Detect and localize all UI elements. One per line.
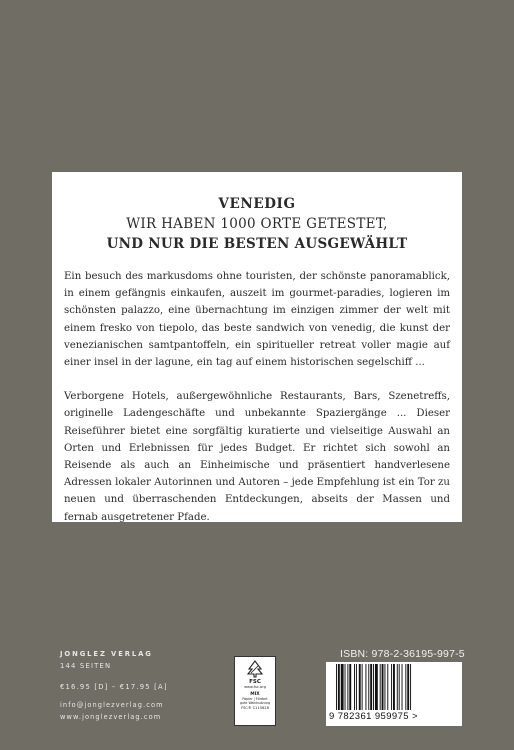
barcode-bar (384, 664, 385, 710)
book-title: VENEDIG (218, 196, 296, 212)
barcode-bar (347, 664, 348, 710)
barcode-bar (375, 664, 378, 710)
barcode-bar (345, 664, 346, 710)
fsc-description-1: Papier | Fördert (242, 697, 268, 701)
tagline-line-2: UND NUR DIE BESTEN AUSGEWÄHLT (106, 236, 408, 252)
blurb-paragraph-2: Verborgene Hotels, außergewöhnliche Restaurants, Bars, Szenetreffs, originelle Ladengeschäfte und unbekannte Spaziergänge ... Dieser Reiseführer bietet eine sorgfältig kuratierte und vielseitige Auswahl an Orten und Erlebnissen für jedes Budget. Er richtet sich sowohl an Reisende als auch an Einheimische und präsentiert handverlesene Adressen lokaler Autorinnen und Autoren – jede Empfehlung ist ein Tor zu neuen und überraschenden Entdeckungen, abseits der Massen und fernab ausgetretener Pfade. (64, 391, 450, 523)
fsc-mix: MIX (250, 692, 260, 697)
barcode-bar (397, 664, 398, 710)
barcode-bar (359, 664, 361, 710)
price: €16.95 [D] – €17.95 [A] (60, 683, 168, 691)
barcode-bar (410, 664, 411, 710)
barcode-bar (382, 664, 384, 710)
barcode-bar (336, 664, 337, 710)
page-count: 144 SEITEN (60, 662, 112, 670)
fsc-label (234, 656, 276, 726)
fsc-code: FSC® C115628 (241, 706, 269, 710)
barcode-bar (399, 664, 400, 710)
barcode-bar (362, 664, 363, 710)
fsc-website: www.fsc.org (244, 685, 266, 689)
barcode-bar (365, 664, 366, 710)
publisher-name: JONGLEZ VERLAG (60, 650, 153, 658)
fsc-tree-icon (245, 660, 265, 678)
barcode-bar (387, 664, 388, 710)
blurb-paragraph-1: Ein besuch des markusdoms ohne touristen, der schönste panoramablick, in einem gefängnis einkaufen, auszeit im gourmet-paradies, logieren im schönsten palazzo, eine übernachtung im einzigen zimmer der welt mit einem fresko von tiepolo, das beste sandwich von venedig, die kunst der venezianischen samtpantoffeln, ein spiritueller retreat voller magie auf einer insel in der lagune, ein tag auf einem historischen segelschiff ... (64, 271, 450, 369)
isbn-barcode (326, 662, 462, 726)
contact-info (60, 699, 164, 723)
fsc-description-2: gute Waldnutzung (239, 701, 271, 705)
barcode-bar (349, 664, 351, 710)
contact-website: www.jonglezverlag.com (60, 713, 162, 721)
barcode-bar (368, 664, 369, 710)
blurb-heading (64, 194, 450, 254)
barcode-bar (370, 664, 372, 710)
barcode-bar (341, 664, 344, 710)
blurb-panel (52, 172, 462, 522)
contact-email: info@jonglezverlag.com (60, 701, 164, 709)
barcode-bar (405, 664, 406, 710)
barcode-bar (338, 664, 340, 710)
fsc-name: FSC (249, 679, 261, 685)
barcode-bar (402, 664, 403, 710)
back-cover-footer (0, 640, 514, 750)
tagline-line-1: WIR HABEN 1000 ORTE GETESTET, (126, 216, 388, 232)
barcode-bar (407, 664, 409, 710)
barcode-bar (380, 664, 381, 710)
barcode-bar (391, 664, 392, 710)
barcode-bars (334, 664, 454, 711)
barcode-bar (393, 664, 395, 710)
barcode-digits: 9 782361 959975 > (329, 711, 418, 722)
barcode-bar (354, 664, 355, 710)
barcode-bar (373, 664, 374, 710)
barcode-bar (356, 664, 357, 710)
isbn-label: ISBN: 978-2-36195-997-5 (340, 648, 465, 660)
